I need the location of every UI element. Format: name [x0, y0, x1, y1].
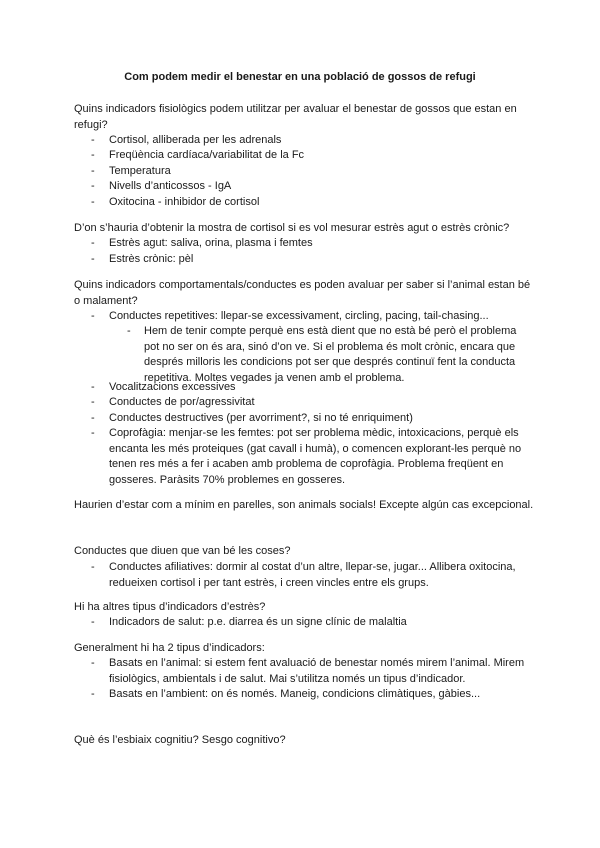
bullet-dash: -	[91, 427, 95, 439]
list-item: - Vocalitzacions excessives	[91, 380, 531, 396]
list-item: - Basats en l’ambient: on és només. Maneig, condicions climàtiques, gàbies...	[91, 687, 531, 703]
bullet-dash: -	[91, 134, 95, 146]
list-item: - Conductes afiliatives: dormir al costat d’un altre, llepar-se, jugar... Allibera oxitocina, redueixen cortisol i per tant estrès, i creen vincles entre els grups.	[91, 561, 516, 589]
list-item: - Conductes destructives (per avorriment?, si no té enriquiment)	[91, 411, 531, 427]
bullet-dash: -	[127, 325, 131, 337]
list-item: - Temperatura	[91, 164, 531, 180]
bullet-dash: -	[91, 381, 95, 393]
question-cortisol-sample: D’on s’hauria d’obtenir la mostra de cortisol si es vol mesurar estrès agut o estrès crònic?	[74, 222, 510, 234]
list-item: - Oxitocina - inhibidor de cortisol	[91, 195, 531, 211]
bullet-dash: -	[91, 196, 95, 208]
list-item: - Freqüència cardíaca/variabilitat de la Fc	[91, 148, 531, 164]
bullet-dash: -	[91, 149, 95, 161]
question-cognitive-bias: Què és l’esbiaix cognitiu? Sesgo cognitivo?	[74, 734, 286, 746]
bullet-dash: -	[91, 412, 95, 424]
paragraph-indicator-types: Generalment hi ha 2 tipus d’indicadors:	[74, 642, 265, 654]
list-item: - Coprofàgia: menjar-se les femtes: pot ser problema mèdic, intoxicacions, perquè els encanta les més proteiques (gat cavall i humà), o comencen explorant-les perquè no tenen res més a fer i acaben amb problema de coprofàgia. Problema freqüent en gosseres. Paràsits 70% problemes en gosseres.	[91, 427, 522, 486]
bullet-dash: -	[91, 165, 95, 177]
bullet-dash: -	[91, 253, 95, 265]
bullet-dash: -	[91, 310, 95, 322]
list-item: - Conductes repetitives: llepar-se excessivament, circling, pacing, tail-chasing...	[91, 309, 531, 325]
bullet-dash: -	[91, 237, 95, 249]
list-item: - Cortisol, alliberada per les adrenals	[91, 133, 531, 149]
bullet-dash: -	[91, 688, 95, 700]
question-behavioural-indicators: Quins indicadors comportamentals/conductes es poden avaluar per saber si l’animal estan bé o malament?	[74, 279, 531, 307]
sub-list-item: - Hem de tenir compte perquè ens està dient que no està bé però el problema pot no ser on és ara, sinó d’on ve. Si el problema és molt crònic, encara que després milloris les condicions pot ser que després continuï fent la conducta repetitiva. Moltes vegades ja venen amb el problema.	[127, 325, 517, 384]
list-item: - Nivells d’anticossos - IgA	[91, 179, 531, 195]
list-item: - Basats en l’animal: si estem fent avaluació de benestar només mirem l’animal. Mirem fisiològics, ambientals i de salut. Mai s’utilitza només un tipus d’indicador.	[91, 657, 525, 685]
list-item: - Estrès agut: saliva, orina, plasma i femtes	[91, 236, 531, 252]
bullet-dash: -	[91, 561, 95, 573]
paragraph-social-animals: Haurien d’estar com a mínim en parelles, son animals socials! Excepte algún cas excepcional.	[74, 499, 534, 511]
list-item: - Estrès crònic: pèl	[91, 252, 531, 268]
bullet-dash: -	[91, 396, 95, 408]
document-title: Com podem medir el benestar en una població de gossos de refugi	[124, 71, 476, 83]
question-other-stress-indicators: Hi ha altres tipus d’indicadors d’estrès?	[74, 601, 266, 613]
bullet-dash: -	[91, 657, 95, 669]
bullet-dash: -	[91, 180, 95, 192]
question-positive-behaviours: Conductes que diuen que van bé les coses?	[74, 545, 291, 557]
list-item: - Conductes de por/agressivitat	[91, 395, 531, 411]
bullet-dash: -	[91, 616, 95, 628]
list-item: - Indicadors de salut: p.e. diarrea és un signe clínic de malaltia	[91, 615, 531, 631]
question-physiological-indicators: Quins indicadors fisiològics podem utilitzar per avaluar el benestar de gossos que estan en refugi?	[74, 103, 517, 131]
